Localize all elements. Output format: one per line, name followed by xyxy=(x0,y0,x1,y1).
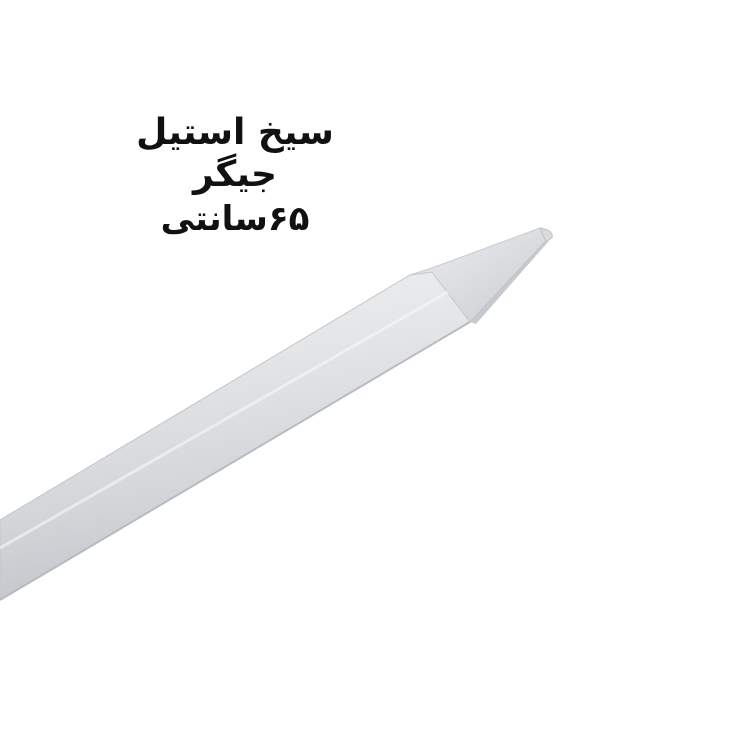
product-title-line2: ۶۵سانتی xyxy=(160,198,310,239)
skewer-highlight xyxy=(0,292,448,548)
product-title-line1: سیخ استیل جیگر xyxy=(136,112,334,196)
skewer-lower-edge xyxy=(0,322,470,600)
